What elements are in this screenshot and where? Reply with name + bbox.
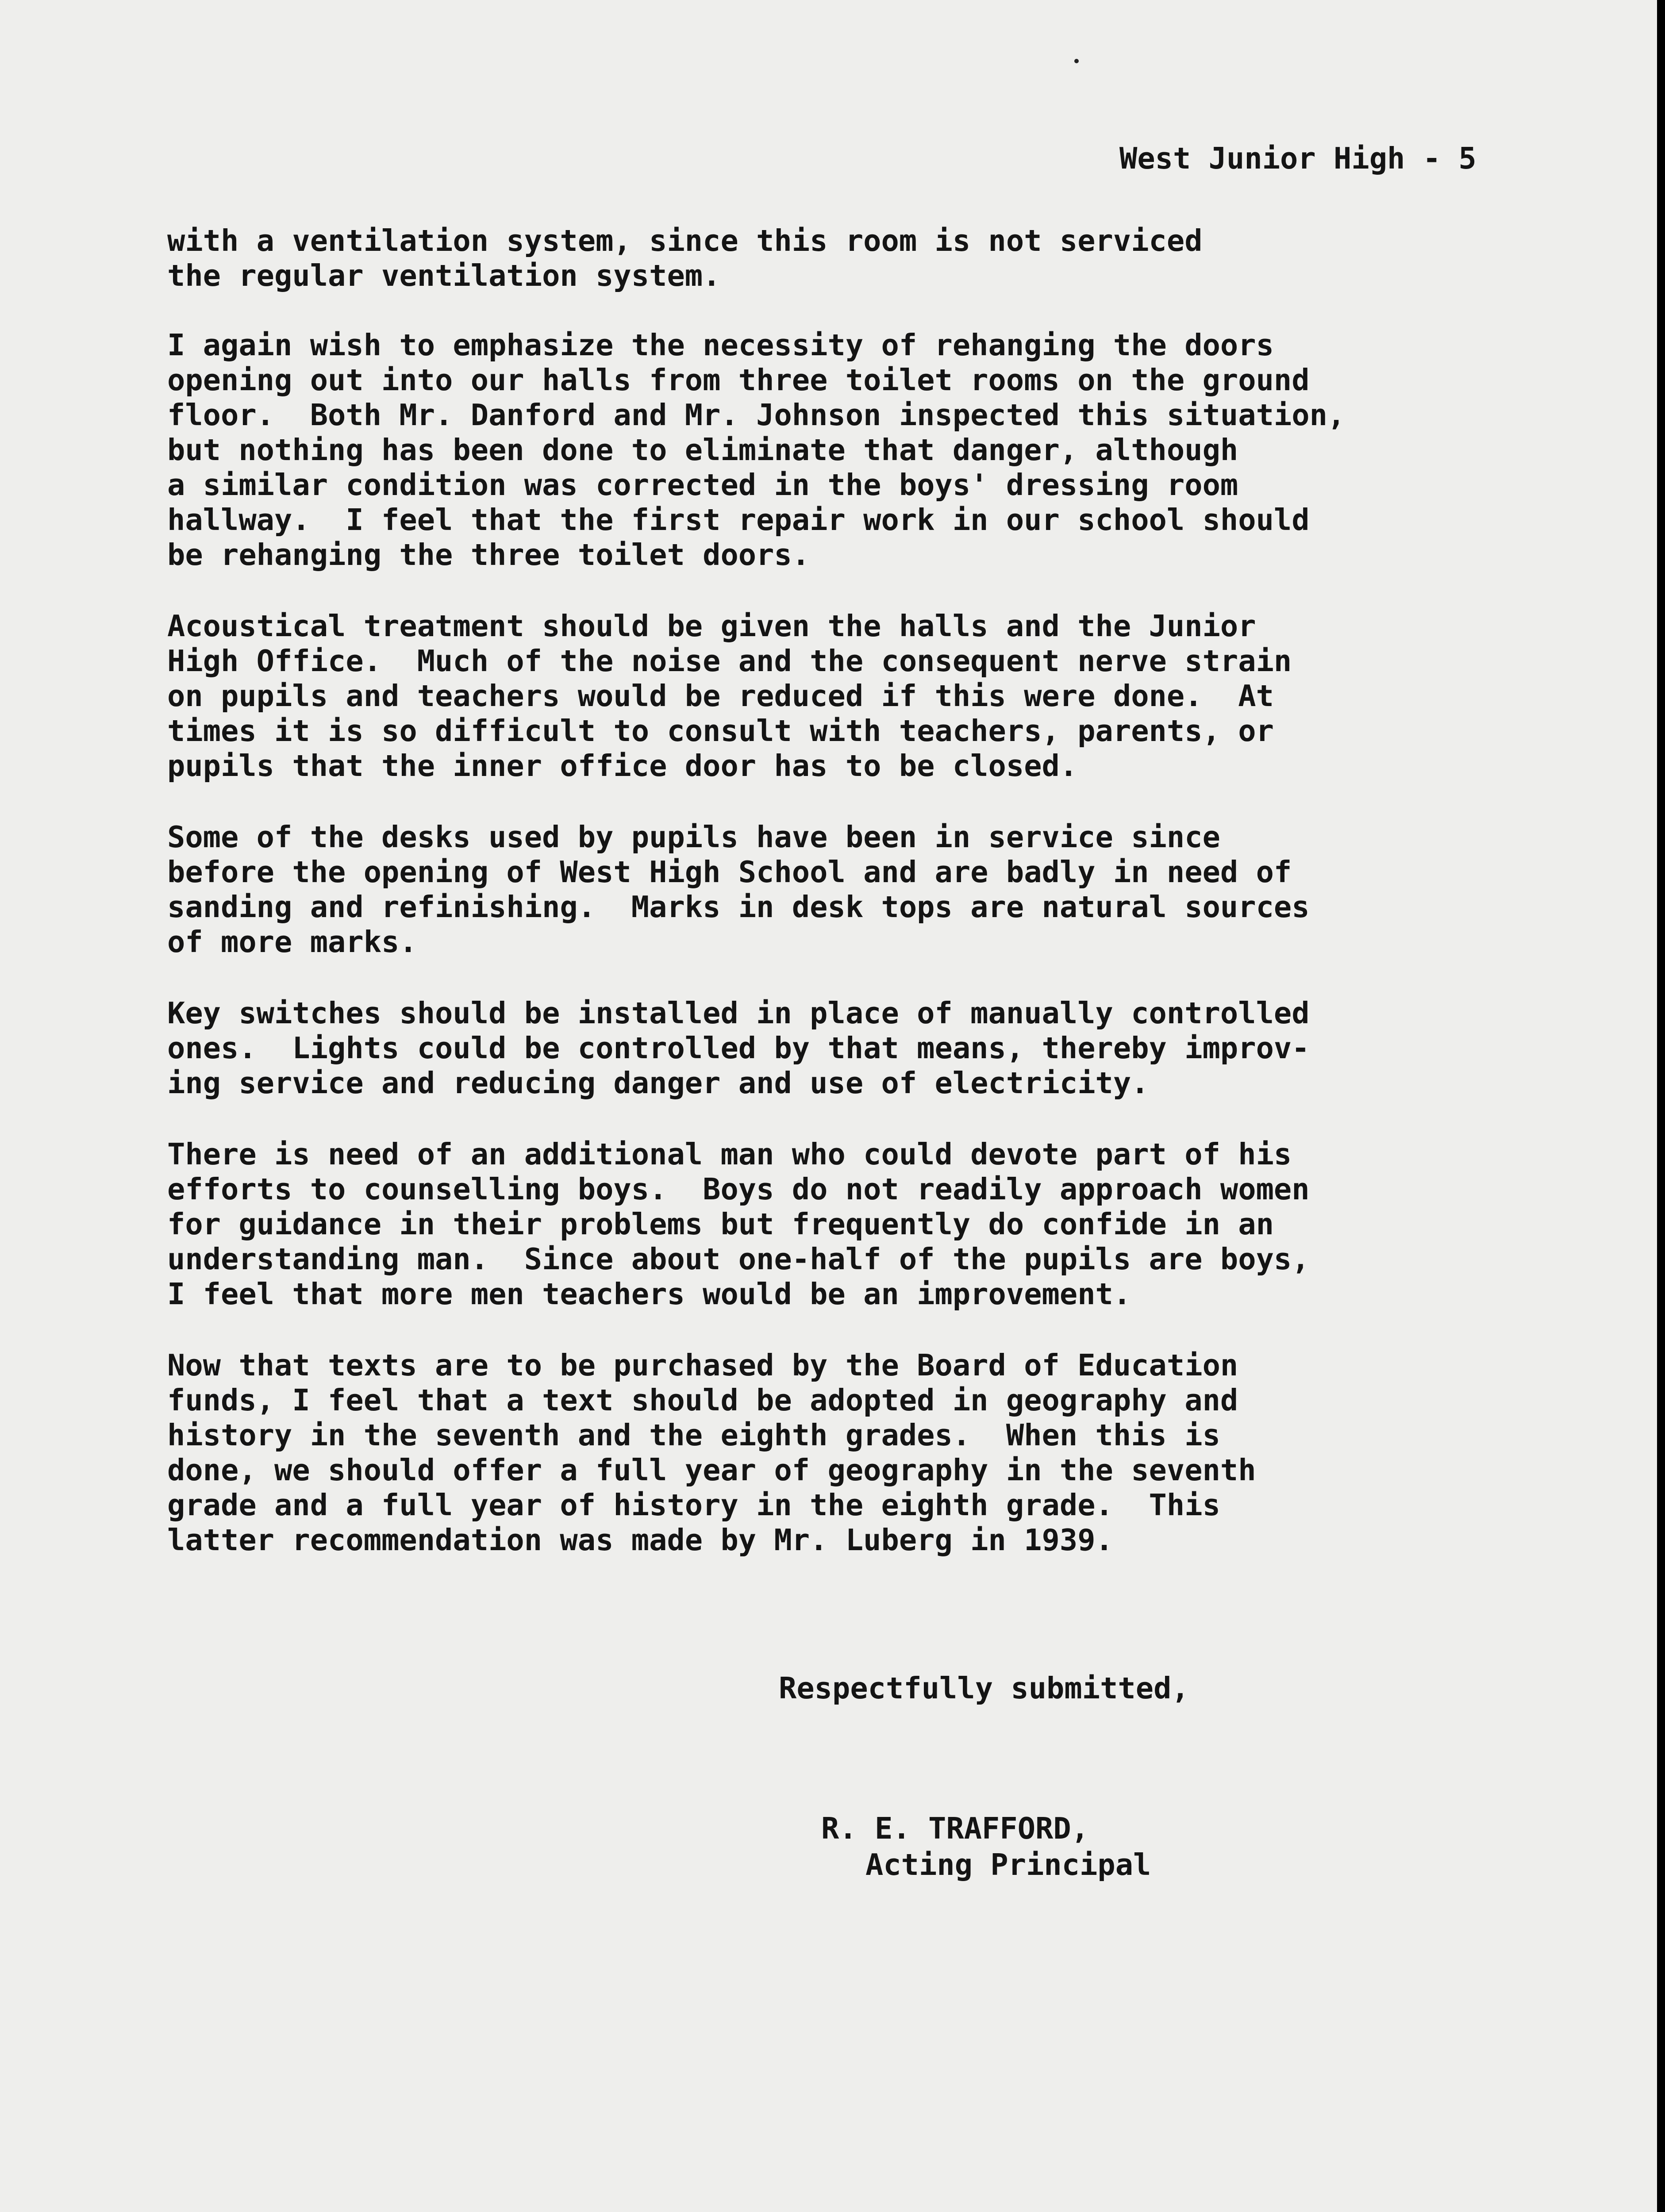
text-line: floor. Both Mr. Danford and Mr. Johnson inspected this situation, [167,398,1346,432]
text-line: the regular ventilation system. [167,258,721,293]
text-line: opening out into our halls from three toilet rooms on the ground [167,363,1310,397]
paragraph-toilet-doors [167,328,1552,572]
text-line: There is need of an additional man who could devote part of his [167,1137,1292,1171]
paragraph-counselling [167,1137,1552,1312]
text-line: for guidance in their problems but frequently do confide in an [167,1207,1274,1241]
text-line: pupils that the inner office door has to be closed. [167,749,1078,783]
letter-body [167,223,1552,1594]
text-line: sanding and refinishing. Marks in desk tops are natural sources [167,890,1310,924]
signature-title: Acting Principal [865,1847,1151,1882]
text-line: but nothing has been done to eliminate that danger, although [167,433,1238,467]
text-line: I again wish to emphasize the necessity of rehanging the doors [167,328,1274,362]
paragraph-desks [167,820,1552,960]
paragraph-acoustical [167,609,1552,783]
text-line: of more marks. [167,925,417,959]
text-line: efforts to counselling boys. Boys do not readily approach women [167,1172,1310,1206]
page-header: West Junior High - 5 [1119,141,1477,176]
text-line: Some of the desks used by pupils have been in service since [167,820,1220,854]
closing-phrase: Respectfully submitted, [779,1671,1189,1705]
text-line: understanding man. Since about one-half of the pupils are boys, [167,1242,1310,1276]
text-line: be rehanging the three toilet doors. [167,538,810,572]
text-line: times it is so difficult to consult with teachers, parents, or [167,714,1274,748]
text-line: Key switches should be installed in place of manually controlled [167,996,1310,1030]
text-line: history in the seventh and the eighth grades. When this is [167,1418,1220,1452]
text-line: I feel that more men teachers would be an improvement. [167,1277,1131,1311]
text-line: ones. Lights could be controlled by that means, thereby improv- [167,1031,1310,1065]
text-line: done, we should offer a full year of geography in the seventh [167,1453,1256,1487]
text-line: High Office. Much of the noise and the consequent nerve strain [167,644,1292,678]
text-line: with a ventilation system, since this room is not serviced [167,223,1203,258]
text-line: Acoustical treatment should be given the halls and the Junior [167,609,1256,643]
text-line: grade and a full year of history in the eighth grade. This [167,1488,1220,1522]
text-line: Now that texts are to be purchased by the Board of Education [167,1348,1238,1382]
paragraph-key-switches [167,996,1552,1101]
text-line: ing service and reducing danger and use of electricity. [167,1066,1149,1100]
paper-speck [1074,59,1079,63]
signature-name: R. E. TRAFFORD, [821,1811,1089,1846]
text-line: before the opening of West High School and are badly in need of [167,855,1292,889]
text-line: a similar condition was corrected in the boys' dressing room [167,468,1238,502]
text-line: on pupils and teachers would be reduced if this were done. At [167,679,1274,713]
text-line: funds, I feel that a text should be adopted in geography and [167,1383,1238,1417]
paragraph-ventilation [167,223,1552,293]
scan-border-right [1657,0,1665,2212]
text-line: hallway. I feel that the first repair work in our school should [167,503,1310,537]
text-line: latter recommendation was made by Mr. Luberg in 1939. [167,1523,1113,1557]
paragraph-texts [167,1348,1552,1558]
